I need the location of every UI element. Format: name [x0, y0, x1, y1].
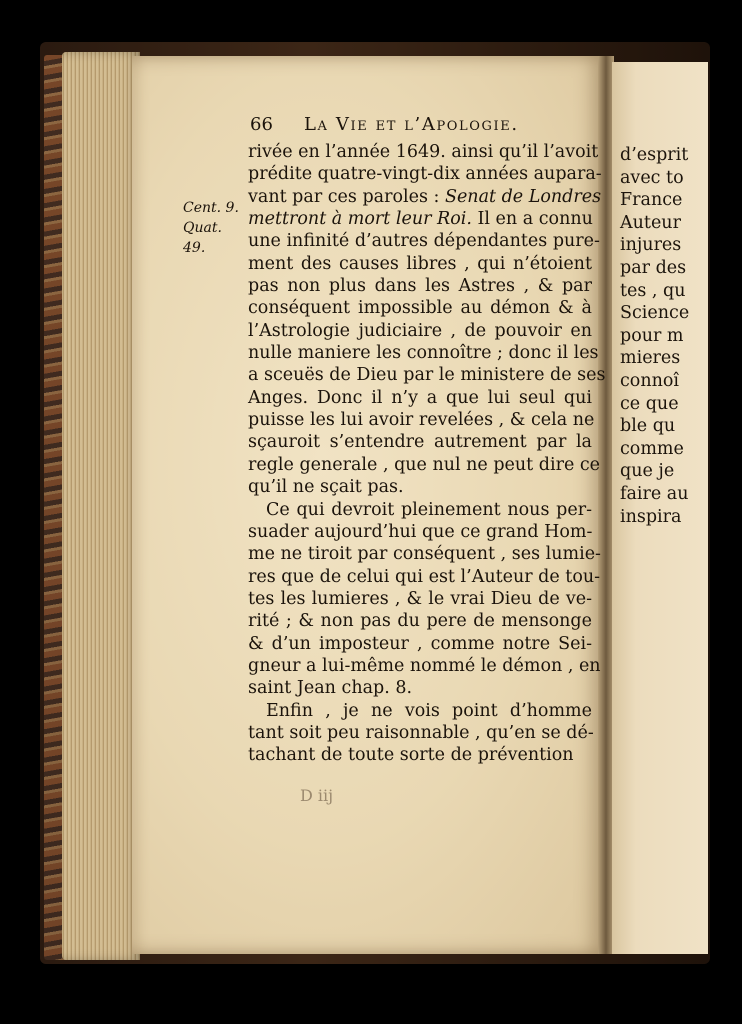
text-line [248, 700, 592, 722]
text-line [248, 521, 592, 543]
italic-text: Senat de Londres [444, 186, 602, 207]
right-page-line: connoî [620, 370, 680, 391]
right-page-line: avec to [620, 167, 684, 188]
text-span: conséquent impossible au démon & à [248, 298, 592, 319]
margin-note-line: Quat. [183, 220, 222, 236]
text-span: une infinité d’autres dépendantes pure- [248, 231, 600, 252]
text-line [248, 186, 602, 208]
right-page-line: Auteur [620, 212, 681, 233]
text-span: vant par ces paroles : [248, 186, 445, 207]
right-page-line: France [620, 190, 683, 211]
text-line [248, 655, 601, 677]
text-span: prédite quatre-vingt-dix années aupara- [248, 164, 602, 185]
text-line [248, 320, 592, 342]
text-span: Anges. Donc il n’y a que lui seul qui [248, 387, 592, 408]
right-page-line: ble qu [620, 416, 676, 437]
right-page-line: mieres [620, 348, 681, 369]
running-title: La Vie et l’Apologie. [304, 114, 519, 135]
text-line [248, 342, 599, 364]
text-span: Ce qui devroit pleinement nous per- [266, 499, 592, 520]
text-line [248, 566, 601, 588]
text-span: saint Jean chap. 8. [248, 678, 413, 699]
margin-note-line: 49. [183, 240, 206, 256]
text-line [248, 454, 601, 476]
right-page-line: pour m [620, 325, 684, 346]
text-line [248, 163, 602, 185]
text-line [248, 230, 600, 252]
text-line [248, 543, 601, 565]
text-line [248, 499, 592, 521]
right-page-line: tes , qu [620, 280, 686, 301]
text-span: rivée en l’année 1649. ainsi qu’il l’avoit [248, 142, 599, 162]
text-line [248, 722, 592, 744]
text-line [248, 141, 599, 163]
right-page [612, 62, 708, 954]
text-line [248, 431, 592, 453]
text-span: qu’il ne sçait pas. [248, 477, 404, 498]
right-page-line: inspira [620, 506, 682, 527]
text-span: sçauroit s’entendre autrement par la [248, 432, 592, 453]
text-span: regle generale , que nul ne peut dire ce [248, 454, 601, 475]
text-line [248, 588, 592, 610]
text-line [248, 297, 592, 319]
text-span: tachant de toute sorte de prévention [248, 745, 574, 766]
text-span: & d’un imposteur , comme notre Sei- [248, 633, 592, 654]
text-span: res que de celui qui est l’Auteur de tou- [248, 566, 601, 587]
text-span: ment des causes libres , qui n’étoient [248, 253, 592, 274]
text-line [248, 677, 592, 699]
text-span: tant soit peu raisonnable , qu’en se dé- [248, 722, 594, 743]
text-line [248, 253, 592, 275]
right-page-line: ce que [620, 393, 679, 414]
text-span: gneur a lui-même nommé le démon , en [248, 655, 601, 676]
text-span: Enfin , je ne vois point d’homme [266, 700, 592, 721]
text-span: Il en a connu [471, 209, 593, 230]
text-line [248, 476, 592, 498]
text-line [248, 744, 592, 766]
page-edges [62, 52, 140, 960]
signature-mark: D iij [300, 786, 334, 805]
right-page-line: d’esprit [620, 145, 689, 165]
text-line [248, 208, 592, 230]
text-span: nulle maniere les connoître ; donc il les [248, 343, 599, 364]
right-page-line: injures [620, 235, 682, 256]
right-page-text [620, 144, 708, 528]
page-number: 66 [250, 114, 273, 135]
text-span: rité ; & non pas du pere de mensonge [248, 611, 592, 632]
text-line [248, 387, 592, 409]
text-span: a sceuës de Dieu par le ministere de ses [248, 365, 606, 386]
right-page-line: par des [620, 257, 687, 278]
text-span: pas non plus dans les Astres , & par [248, 276, 592, 297]
right-page-line: que je [620, 461, 675, 482]
margin-note-line: Cent. 9. [183, 200, 239, 216]
text-line [248, 364, 606, 386]
text-span: suader aujourd’hui que ce grand Hom- [248, 521, 593, 542]
italic-text: mettront à mort leur Roi. [248, 209, 472, 230]
text-line [248, 275, 592, 297]
text-span: me ne tiroit par conséquent , ses lumie- [248, 544, 601, 565]
text-span: tes les lumieres , & le vrai Dieu de ve- [248, 588, 592, 609]
text-line [248, 610, 592, 632]
right-page-line: Science [620, 303, 690, 324]
body-text [248, 141, 606, 767]
text-line [248, 633, 592, 655]
text-line [248, 409, 595, 431]
text-span: l’Astrologie judiciaire , de pouvoir en [248, 320, 592, 341]
right-page-line: faire au [620, 483, 689, 504]
page-header [250, 114, 590, 140]
text-span: puisse les lui avoir revelées , & cela ne [248, 410, 595, 431]
margin-note [183, 198, 243, 258]
right-page-line: comme [620, 438, 684, 459]
